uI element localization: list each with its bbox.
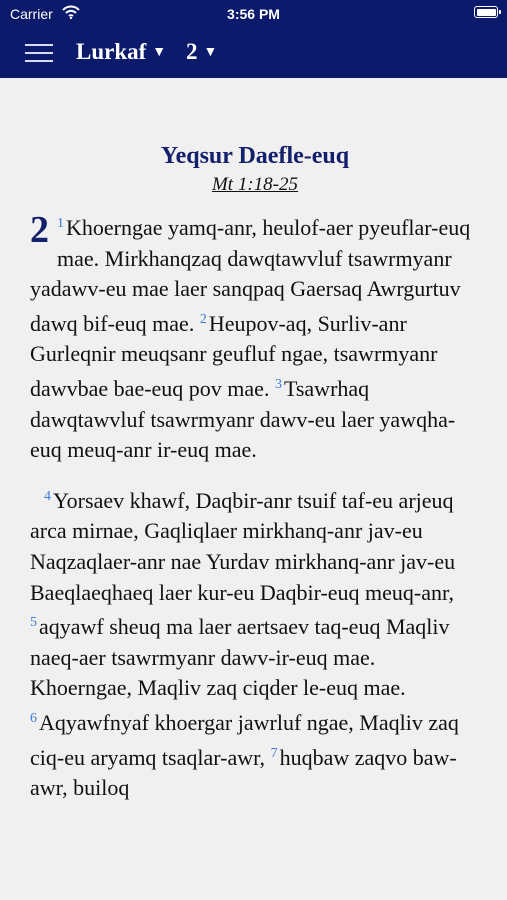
verse-text: Heupov-aq, Surliv-anr Gurleqnir meuqsanr geufluf ngae, tsawrmyanr dawvbae bae-euq pov mae.: [30, 310, 438, 401]
verse-text: Yorsaev khawf, Daqbir-anr tsuif taf-eu arjeuq arca mirnae, Gaqliqlaer mirkhanq-anr jav-eu Naqzaqlaer-anr nae Yurdav mirkhanq-anr jav-eu Baeqlaeqhaeq laer kur-eu Daqbir-euq meuq-anr,: [30, 487, 456, 605]
hamburger-menu-icon[interactable]: [25, 42, 53, 64]
chapter-number: 2: [30, 209, 49, 251]
verse-number[interactable]: 3: [274, 376, 282, 392]
carrier-label: Carrier: [10, 6, 53, 22]
chapter-name: 2: [186, 39, 198, 64]
verse-text: aqyawf sheuq ma laer aertsaev taq-euq Maqliv naeq-aer tsawrmyanr dawv-ir-euq mae. Khoerngae, Maqliv zaq ciqder le-euq mae.: [30, 614, 450, 701]
battery-icon: [474, 6, 498, 18]
chapter-selector[interactable]: [186, 39, 217, 65]
verse-text: huqbaw zaqvo baw-awr, builoq: [30, 744, 457, 801]
cross-reference-link[interactable]: Mt 1:18-25: [211, 174, 298, 195]
book-selector[interactable]: [76, 39, 166, 65]
verse-number[interactable]: 7: [270, 745, 278, 761]
verse-number[interactable]: 1: [57, 216, 64, 231]
verse-number[interactable]: 5: [30, 615, 37, 631]
status-time: 3:56 PM: [227, 6, 280, 22]
verse-text: Khoerngae yamq-anr, heulof-aer pyeuflar-euq mae. Mirkhanqzaq dawqtawvluf tsawrmyanr yadawv-eu mae laer sanqpaq Gaersaq Awrgurtuv dawq bif-euq mae.: [30, 215, 471, 336]
top-navigation-bar: [0, 30, 507, 78]
paragraph: [30, 209, 480, 466]
caret-down-icon: ▼: [152, 45, 167, 60]
book-name: Lurkaf: [76, 39, 147, 64]
status-bar: [0, 0, 507, 30]
paragraph: [30, 482, 480, 804]
verse-number[interactable]: 2: [199, 311, 207, 327]
verse-number[interactable]: 4: [44, 488, 51, 504]
verse-number[interactable]: 6: [30, 710, 37, 726]
verse-text: Aqyawfnyaf khoergar jawrluf ngae, Maqliv zaq ciq-eu aryamq tsaqlar-awr,: [30, 709, 459, 770]
verse-text: Tsawrhaq dawqtawvluf tsawrmyanr dawv-eu laer yawqha-euq meuq-anr ir-euq mae.: [30, 375, 456, 463]
scripture-text-area[interactable]: [30, 78, 480, 900]
section-heading: Yeqsur Daefle-euq: [160, 143, 350, 169]
caret-down-icon: ▼: [203, 45, 218, 60]
